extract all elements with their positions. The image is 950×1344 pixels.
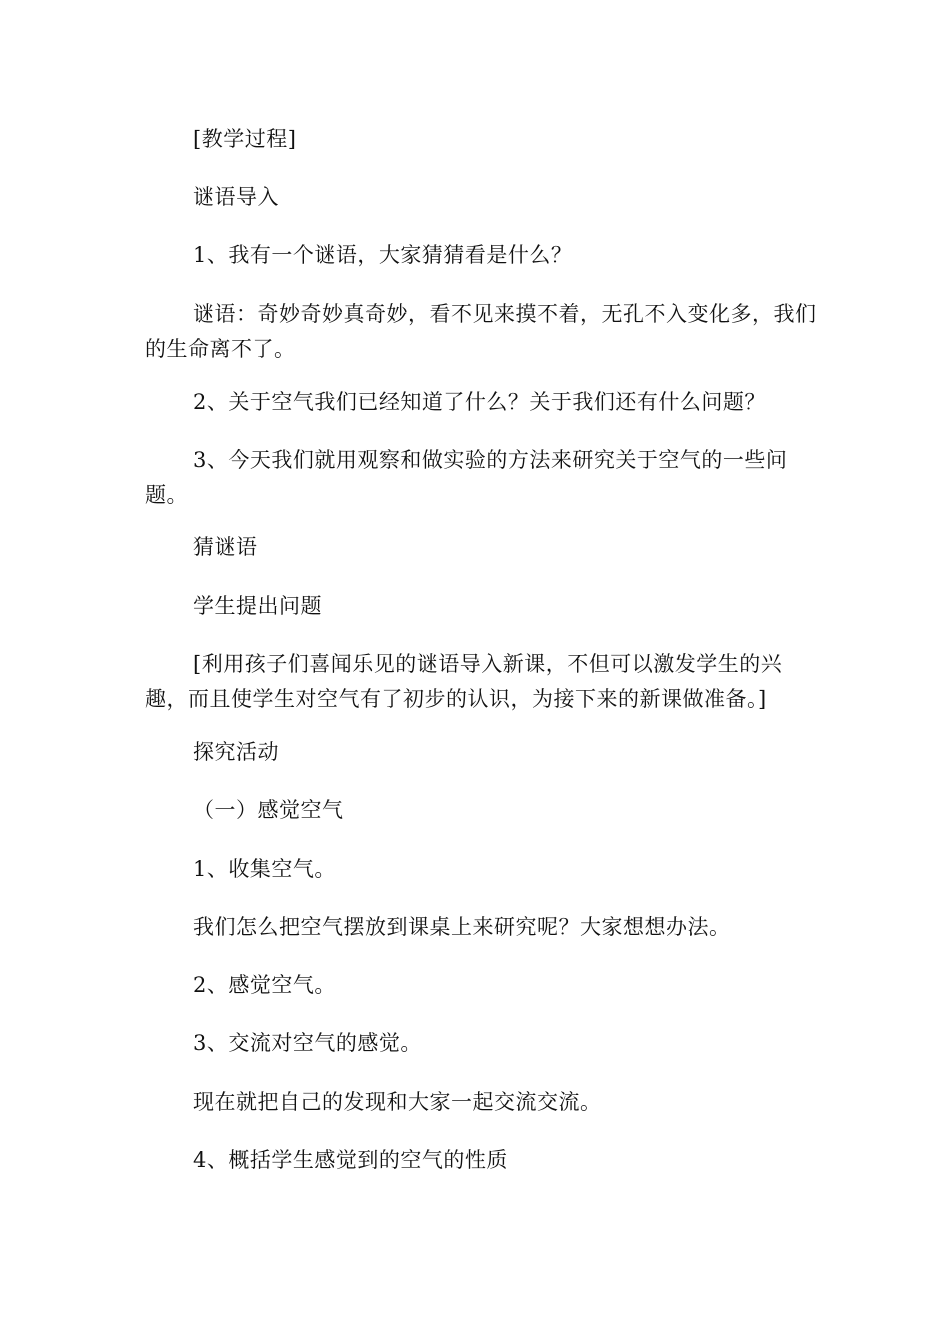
paragraph-step-1: 1、我有一个谜语，大家猜猜看是什么？ bbox=[193, 243, 573, 267]
paragraph-how-to-place-air: 我们怎么把空气摆放到课桌上来研究呢？大家想想办法。 bbox=[193, 915, 731, 939]
paragraph-step-3: 3、今天我们就用观察和做实验的方法来研究关于空气的一些问题。 bbox=[145, 448, 788, 507]
section-heading-teaching-process: [教学过程] bbox=[193, 127, 297, 151]
subheading-riddle-intro: 谜语导入 bbox=[193, 185, 279, 209]
subheading-exploration: 探究活动 bbox=[193, 740, 279, 764]
paragraph-share-findings: 现在就把自己的发现和大家一起交流交流。 bbox=[193, 1090, 602, 1114]
subheading-students-ask: 学生提出问题 bbox=[193, 594, 322, 618]
paragraph-share-feelings: 3、交流对空气的感觉。 bbox=[193, 1031, 422, 1055]
paragraph-step-2: 2、关于空气我们已经知道了什么？关于我们还有什么问题？ bbox=[193, 390, 766, 414]
paragraph-feel-air: 2、感觉空气。 bbox=[193, 973, 336, 997]
subheading-feel-air: （一）感觉空气 bbox=[193, 798, 344, 822]
paragraph-collect-air: 1、收集空气。 bbox=[193, 857, 336, 881]
paragraph-summarize-properties: 4、概括学生感觉到的空气的性质 bbox=[193, 1148, 508, 1172]
subheading-guess-riddle: 猜谜语 bbox=[193, 535, 258, 559]
paragraph-riddle: 谜语：奇妙奇妙真奇妙，看不见来摸不着，无孔不入变化多，我们的生命离不了。 bbox=[145, 302, 817, 361]
paragraph-design-note: [利用孩子们喜闻乐见的谜语导入新课，不但可以激发学生的兴趣，而且使学生对空气有了初步的认识，为接下来的新课做准备。] bbox=[145, 652, 783, 711]
